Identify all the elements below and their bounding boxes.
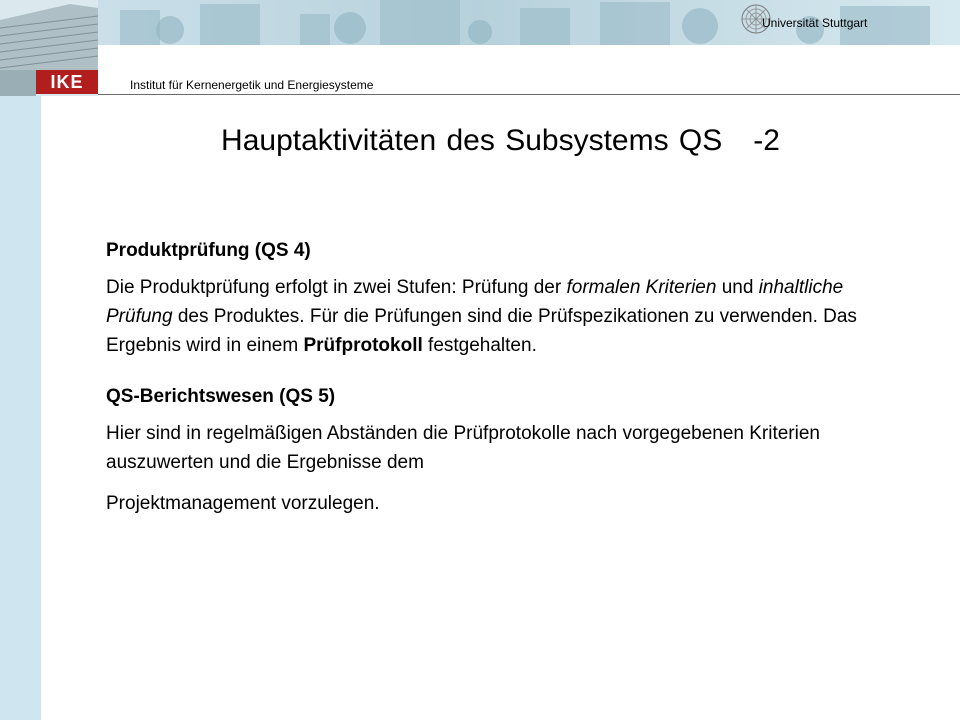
body-text: des Produktes. Für die Prüfungen sind die Prüfspezikationen zu verwenden. Das Ergebnis wird in einem: [106, 306, 857, 356]
section-body-produktpruefung: [106, 273, 906, 360]
section-body-berichtswesen: Hier sind in regelmäßigen Abständen die Prüfprotokolle nach vorgegebenen Kriterien auszuwerten und die Ergebnisse dem: [106, 423, 820, 473]
body-text: Die Produktprüfung erfolgt in zwei Stufen: Prüfung der: [106, 277, 567, 298]
body-text: festgehalten.: [422, 335, 537, 356]
institute-name: Institut für Kernenergetik und Energiesysteme: [130, 78, 374, 92]
slide-title: Hauptaktivitäten des Subsystems QS -2: [221, 124, 780, 157]
university-name: Universität Stuttgart: [762, 16, 868, 30]
strong-pruefprotokoll: Prüfprotokoll: [303, 335, 423, 356]
slide-content: [106, 236, 906, 518]
emphasis-formale-kriterien: formalen Kriterien: [566, 277, 717, 298]
header-divider: [98, 94, 960, 95]
emphasis-inhaltliche-pruefung: inhaltliche Prüfung: [106, 277, 844, 327]
section-body-berichtswesen-end: Projektmanagement vorzulegen.: [106, 493, 380, 514]
body-text: und: [716, 277, 759, 298]
left-sidebar-band: [0, 0, 41, 720]
section-heading-produktpruefung: Produktprüfung (QS 4): [106, 240, 311, 261]
section-heading-berichtswesen: QS-Berichtswesen (QS 5): [106, 386, 336, 407]
ike-logo: IKE: [36, 70, 98, 94]
